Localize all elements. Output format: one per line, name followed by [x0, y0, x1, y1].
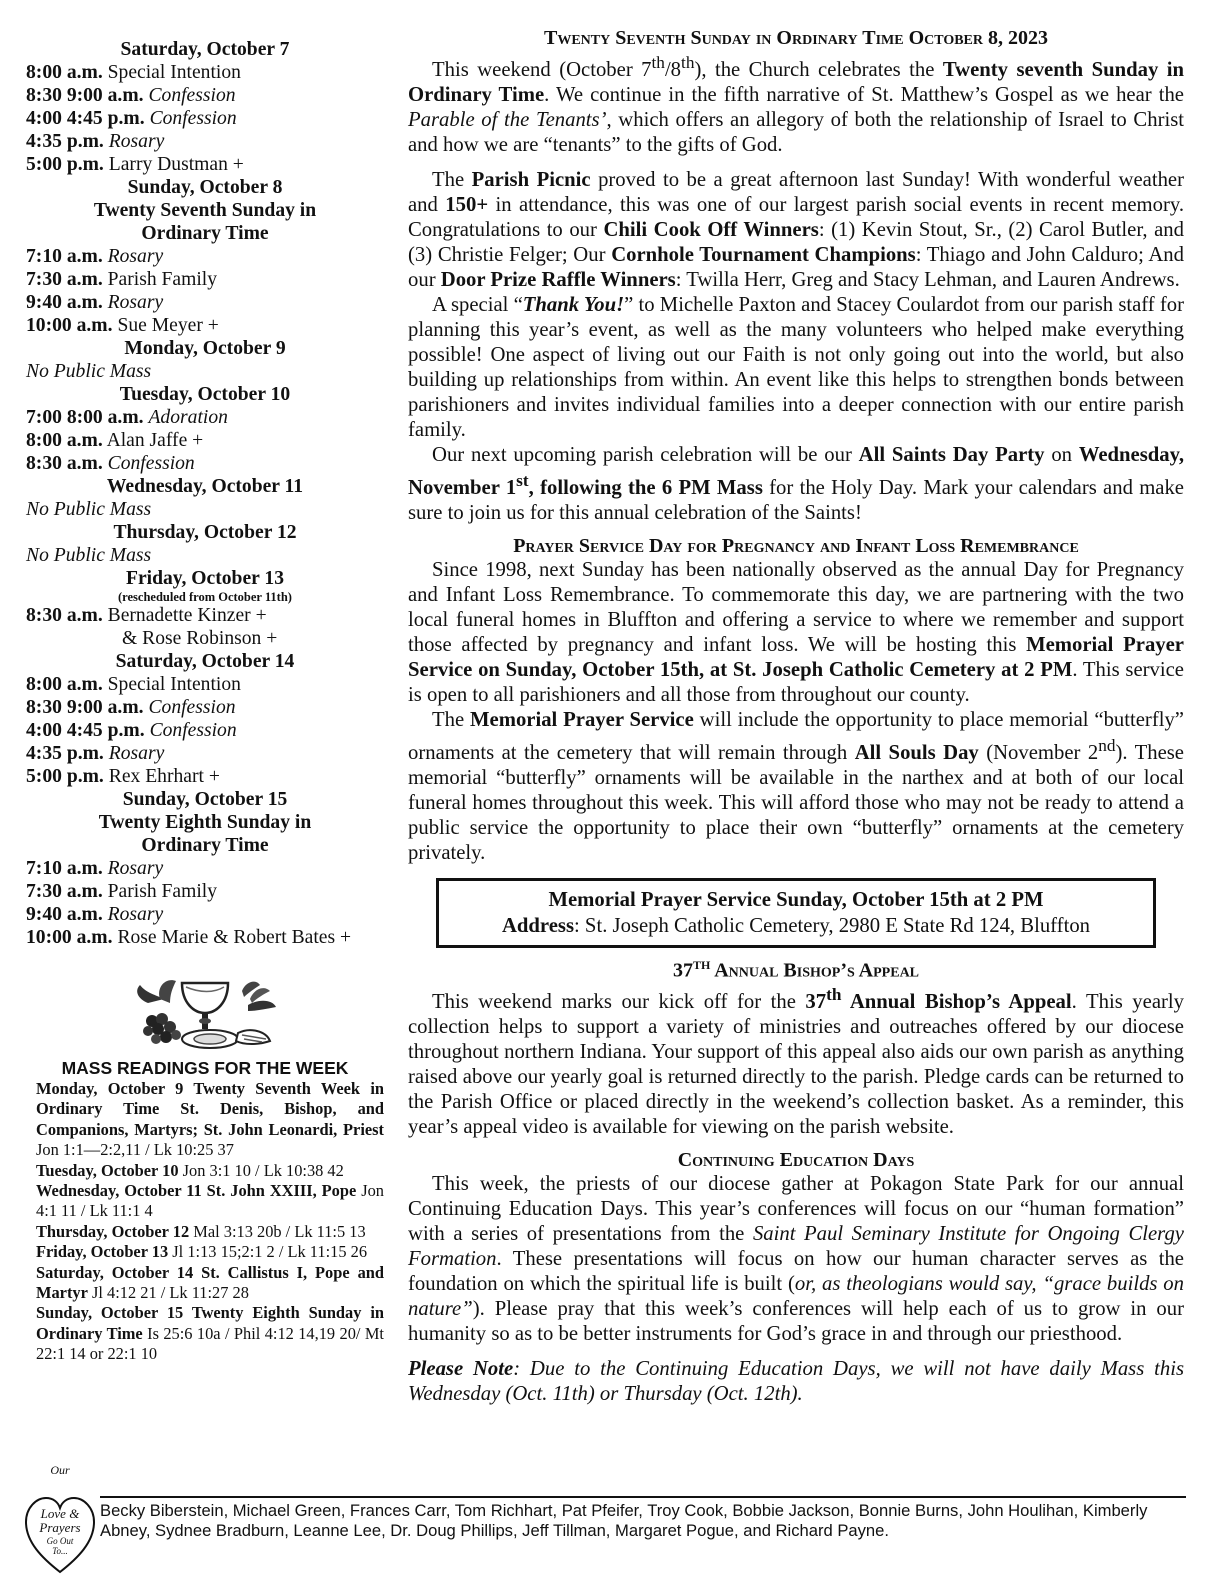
- schedule-entry: [26, 903, 384, 926]
- schedule-intention: Special Intention: [107, 674, 241, 695]
- schedule-intention: Rosary: [107, 858, 164, 879]
- reading-day: Saturday, October 14 St. Callistus I, Pope and Martyr: [36, 1262, 384, 1303]
- prayer-list: Becky Biberstein, Michael Green, Frances Carr, Tom Richhart, Pat Pfeifer, Troy Cook, Bobbie Jackson, Bonnie Burns, John Houlihan, Kimberly Abney, Sydnee Bradburn, Leanne Lee, Dr. Doug Phillips, Jeff Tillman, Margaret Pogue, and Richard Payne.: [100, 1501, 1148, 1540]
- reading-entry: [36, 1161, 384, 1181]
- schedule-day-heading: Twenty Seventh Sunday in: [93, 200, 317, 221]
- logo-line-5: To...: [52, 1546, 68, 1556]
- schedule-time: 4:00 4:45 p.m.: [26, 108, 145, 129]
- continuing-education-title: Continuing Education Days: [677, 1149, 915, 1172]
- prayer-service-paragraph-1: Since 1998, next Sunday has been nationally observed as the annual Day for Pregnancy and Infant Loss Remembrance. To commemorate this day, we are partnering with the two local funeral homes in Bluffton and offering a service to where we remember and support those affected by pregnancy and infant loss. We will be hosting this Memorial Prayer Service on Sunday, October 15th, at St. Joseph Catholic Cemetery at 2 PM. This service is open to all parishioners and all those from throughout our county.: [408, 558, 1184, 706]
- intro-paragraph: This weekend (October 7th/8th), the Church celebrates the Twenty seventh Sunday in Ordinary Time. We continue in the fifth narrative of St. Matthew’s Gospel as we hear the Parable of the Tenants’, which offers an allegory of both the relationship of Israel to Christ and how we are “tenants” to the gifts of God.: [408, 53, 1184, 156]
- reading-day: Thursday, October 12: [36, 1221, 190, 1241]
- schedule-entry: [26, 719, 384, 742]
- schedule-time: 10:00 a.m.: [26, 927, 113, 948]
- reading-day: Wednesday, October 11 St. John XXIII, Pope: [36, 1181, 357, 1201]
- schedule-intention: Confession: [107, 453, 195, 474]
- reading-entry: [36, 1263, 384, 1304]
- schedule-day-heading: Sunday, October 15: [122, 789, 288, 810]
- schedule-entry: [26, 291, 384, 314]
- schedule-day-heading: Thursday, October 12: [113, 522, 297, 543]
- schedule-intention: Rex Ehrhart +: [108, 766, 220, 787]
- schedule-entry: [26, 406, 384, 429]
- schedule-time: 10:00 a.m.: [26, 315, 113, 336]
- schedule-intention: No Public Mass: [26, 361, 152, 382]
- schedule-time: 4:35 p.m.: [26, 743, 104, 764]
- reading-entry: [36, 1222, 384, 1242]
- reading-citations: Jon 4:1 11 / Lk 11:1 4: [36, 1181, 384, 1221]
- memorial-service-line: Memorial Prayer Service Sunday, October 15th at 2 PM: [548, 888, 1044, 911]
- reading-citations: Jl 1:13 15;2:1 2 / Lk 11:15 26: [172, 1242, 368, 1262]
- schedule-day-heading: Friday, October 13: [125, 568, 284, 589]
- schedule-time: 9:40 a.m.: [26, 292, 103, 313]
- prayer-service-paragraph-2: The Memorial Prayer Service will include the opportunity to place memorial “butterfly” ornaments at the cemetery that will remain through All Souls Day (November 2nd). These memorial “butterfly” ornaments will be available in the narthex and at both of our local funeral homes throughout this week. This will afford those who may not be ready to attend a public service the opportunity to place their own “butterfly” ornaments at the cemetery privately.: [408, 708, 1184, 864]
- schedule-time: 8:30 a.m.: [26, 605, 103, 626]
- schedule-intention: Parish Family: [107, 881, 218, 902]
- schedule-time: 8:30 9:00 a.m.: [26, 697, 144, 718]
- bulletin-articles: [408, 26, 1184, 1407]
- schedule-intention: No Public Mass: [26, 545, 152, 566]
- logo-line-3: Prayers: [39, 1520, 81, 1535]
- schedule-day-heading: Monday, October 9: [124, 338, 286, 359]
- schedule-intention: Alan Jaffe +: [106, 430, 204, 451]
- schedule-entry: [26, 604, 384, 627]
- schedule-time: 7:00 8:00 a.m.: [26, 407, 144, 428]
- schedule-entry: [26, 880, 384, 903]
- schedule-entry: [26, 742, 384, 765]
- schedule-intention: Confession: [149, 720, 237, 741]
- logo-line-2: Love &: [40, 1506, 80, 1521]
- schedule-time: 5:00 p.m.: [26, 766, 104, 787]
- schedule-entry: [26, 130, 384, 153]
- schedule-entry: [26, 314, 384, 337]
- logo-line-4: Go Out: [46, 1536, 74, 1546]
- schedule-entry: [26, 360, 384, 383]
- bishops-appeal-paragraph: This weekend marks our kick off for the 37th Annual Bishop’s Appeal. This yearly collection helps to support a variety of ministries and outreaches offered by our diocese throughout northern Indiana. Your support of this appeal also aids our own parish as anything raised above our yearly goal is returned directly to the parish. Pledge cards can be returned to the Parish Office or placed directly in the weekend’s collection basket. As a reminder, this year’s appeal video is available for viewing on the parish website.: [408, 985, 1184, 1139]
- schedule-intention: Sue Meyer +: [117, 315, 219, 336]
- schedule-intention: Rose Marie & Robert Bates +: [117, 927, 352, 948]
- schedule-day-heading: Twenty Eighth Sunday in: [98, 812, 312, 833]
- mass-schedule-column: [26, 38, 384, 1365]
- schedule-intention: Larry Dustman +: [108, 154, 244, 175]
- mass-schedule: [26, 38, 384, 949]
- schedule-note: (rescheduled from October 11th): [118, 590, 292, 604]
- reading-citations: Jon 3:1 10 / Lk 10:38 42: [182, 1160, 344, 1180]
- schedule-intention: Rosary: [107, 292, 164, 313]
- mass-readings: [26, 1079, 384, 1365]
- schedule-entry: [26, 498, 384, 521]
- schedule-time: 4:00 4:45 p.m.: [26, 720, 145, 741]
- memorial-service-box: [436, 878, 1156, 948]
- thanks-paragraph: A special “Thank You!” to Michelle Paxton and Stacey Coulardot from our parish staff for planning this year’s event, as well as the many volunteers who helped make everything possible! One aspect of living out our Faith is not only going out into the world, but also building up relationships from within. An event like this helps to strengthen bonds between parishioners and invites individual families into a deeper connection with our entire parish family.: [408, 293, 1184, 441]
- schedule-intention: Confession: [148, 697, 236, 718]
- schedule-entry: [26, 857, 384, 880]
- schedule-intention: Adoration: [148, 407, 228, 428]
- schedule-day-heading: Tuesday, October 10: [119, 384, 291, 405]
- schedule-time: 8:30 9:00 a.m.: [26, 85, 144, 106]
- schedule-time: 4:35 p.m.: [26, 131, 104, 152]
- schedule-day-heading: Ordinary Time: [141, 223, 269, 244]
- schedule-time: 7:10 a.m.: [26, 858, 103, 879]
- reading-citations: Jl 4:12 21 / Lk 11:27 28: [91, 1283, 249, 1303]
- reading-day: Sunday, October 15 Twenty Eighth Sunday in Ordinary Time: [36, 1303, 384, 1343]
- schedule-time: 7:30 a.m.: [26, 269, 103, 290]
- reading-citations: Jon 1:1—2:2,11 / Lk 10:25 37: [36, 1140, 234, 1160]
- schedule-day-heading: Wednesday, October 11: [106, 476, 304, 497]
- chalice-host-icon: [130, 969, 280, 1051]
- schedule-entry: [26, 61, 384, 84]
- schedule-time: 5:00 p.m.: [26, 154, 104, 175]
- schedule-entry: [26, 153, 384, 176]
- reading-entry: [36, 1242, 384, 1262]
- bishops-appeal-title: 37th Annual Bishop’s Appeal: [672, 953, 920, 982]
- schedule-entry: [26, 696, 384, 719]
- love-prayers-heart-logo: [22, 1460, 98, 1578]
- schedule-intention: Confession: [149, 108, 237, 129]
- continuing-education-paragraph: This week, the priests of our diocese gather at Pokagon State Park for our annual Continuing Education Days. This year’s conferences will focus on our “human formation” with a series of presentations from the Saint Paul Seminary Institute for Ongoing Clergy Formation. These presentations will focus on how our human character serves as the foundation on which the spiritual life is built (or, as theologians would say, “grace builds on nature”). Please pray that this week’s conferences will help each of us to grow in our humanity so as to be better instruments for God’s grace in and through our priesthood.: [408, 1173, 1184, 1346]
- reading-day: Friday, October 13: [36, 1242, 169, 1262]
- schedule-day-heading: Ordinary Time: [141, 835, 269, 856]
- schedule-entry: [26, 84, 384, 107]
- schedule-intention: Parish Family: [107, 269, 218, 290]
- schedule-intention: Special Intention: [107, 62, 241, 83]
- reading-entry: [36, 1181, 384, 1222]
- schedule-entry: [26, 245, 384, 268]
- reading-day: Tuesday, October 10: [36, 1160, 179, 1180]
- prayer-service-title: Prayer Service Day for Pregnancy and Infant Loss Remembrance: [513, 534, 1079, 557]
- schedule-entry: [26, 268, 384, 291]
- schedule-intention: Rosary: [107, 246, 164, 267]
- reading-entry: [36, 1079, 384, 1161]
- schedule-day-heading: Saturday, October 7: [120, 39, 290, 60]
- memorial-address-line: Address: St. Joseph Catholic Cemetery, 2980 E State Rd 124, Bluffton: [501, 914, 1091, 937]
- schedule-intention: Rosary: [108, 131, 165, 152]
- logo-line-1: Our: [50, 1463, 70, 1477]
- schedule-intention: Confession: [148, 85, 236, 106]
- schedule-intention: No Public Mass: [26, 499, 152, 520]
- schedule-entry: [26, 926, 384, 949]
- schedule-entry: [26, 452, 384, 475]
- reading-citations: Mal 3:13 20b / Lk 11:5 13: [193, 1221, 366, 1241]
- schedule-intention: Bernadette Kinzer +: [107, 605, 267, 626]
- schedule-time: 9:40 a.m.: [26, 904, 103, 925]
- readings-title: MASS READINGS FOR THE WEEK: [61, 1058, 349, 1078]
- schedule-entry: [26, 429, 384, 452]
- schedule-intention: Rosary: [107, 904, 164, 925]
- schedule-entry: [26, 107, 384, 130]
- schedule-entry: [26, 673, 384, 696]
- reading-entry: [36, 1303, 384, 1364]
- schedule-time: 8:00 a.m.: [26, 430, 103, 451]
- schedule-entry-continued: & Rose Robinson +: [122, 628, 278, 649]
- schedule-day-heading: Sunday, October 8: [127, 177, 283, 198]
- schedule-day-heading: Saturday, October 14: [115, 651, 295, 672]
- reading-citations: Is 25:6 10a / Phil 4:12 14,19 20/ Mt 22:1 14 or 22:1 10: [36, 1323, 384, 1364]
- schedule-time: 8:30 a.m.: [26, 453, 103, 474]
- schedule-time: 8:00 a.m.: [26, 62, 103, 83]
- schedule-time: 8:00 a.m.: [26, 674, 103, 695]
- footer-divider: [100, 1496, 1186, 1498]
- schedule-entry: [26, 765, 384, 788]
- please-note-paragraph: Please Note: Due to the Continuing Education Days, we will not have daily Mass this Wednesday (Oct. 11th) or Thursday (Oct. 12th).: [408, 1358, 1184, 1406]
- schedule-intention: Rosary: [108, 743, 165, 764]
- schedule-entry: [26, 544, 384, 567]
- reading-day: Monday, October 9 Twenty Seventh Week in Ordinary Time St. Denis, Bishop, and Companions, Martyrs; St. John Leonardi, Priest: [36, 1079, 384, 1139]
- schedule-time: 7:10 a.m.: [26, 246, 103, 267]
- all-saints-paragraph: Our next upcoming parish celebration will be our All Saints Day Party on Wednesday, November 1st, following the 6 PM Mass for the Holy Day. Mark your calendars and make sure to join us for this annual celebration of the Saints!: [408, 443, 1185, 524]
- header-title: Twenty Seventh Sunday in Ordinary Time October 8, 2023: [543, 27, 1048, 49]
- schedule-time: 7:30 a.m.: [26, 881, 103, 902]
- picnic-paragraph: The Parish Picnic proved to be a great afternoon last Sunday! With wonderful weather and 150+ in attendance, this was one of our largest parish social events in recent memory. Congratulations to our Chili Cook Off Winners: (1) Kevin Stout, Sr., (2) Carol Butler, and (3) Christie Felger; Our Cornhole Tournament Champions: Thiago and John Calduro; And our Door Prize Raffle Winners: Twilla Herr, Greg and Stacy Lehman, and Lauren Andrews.: [408, 168, 1185, 291]
